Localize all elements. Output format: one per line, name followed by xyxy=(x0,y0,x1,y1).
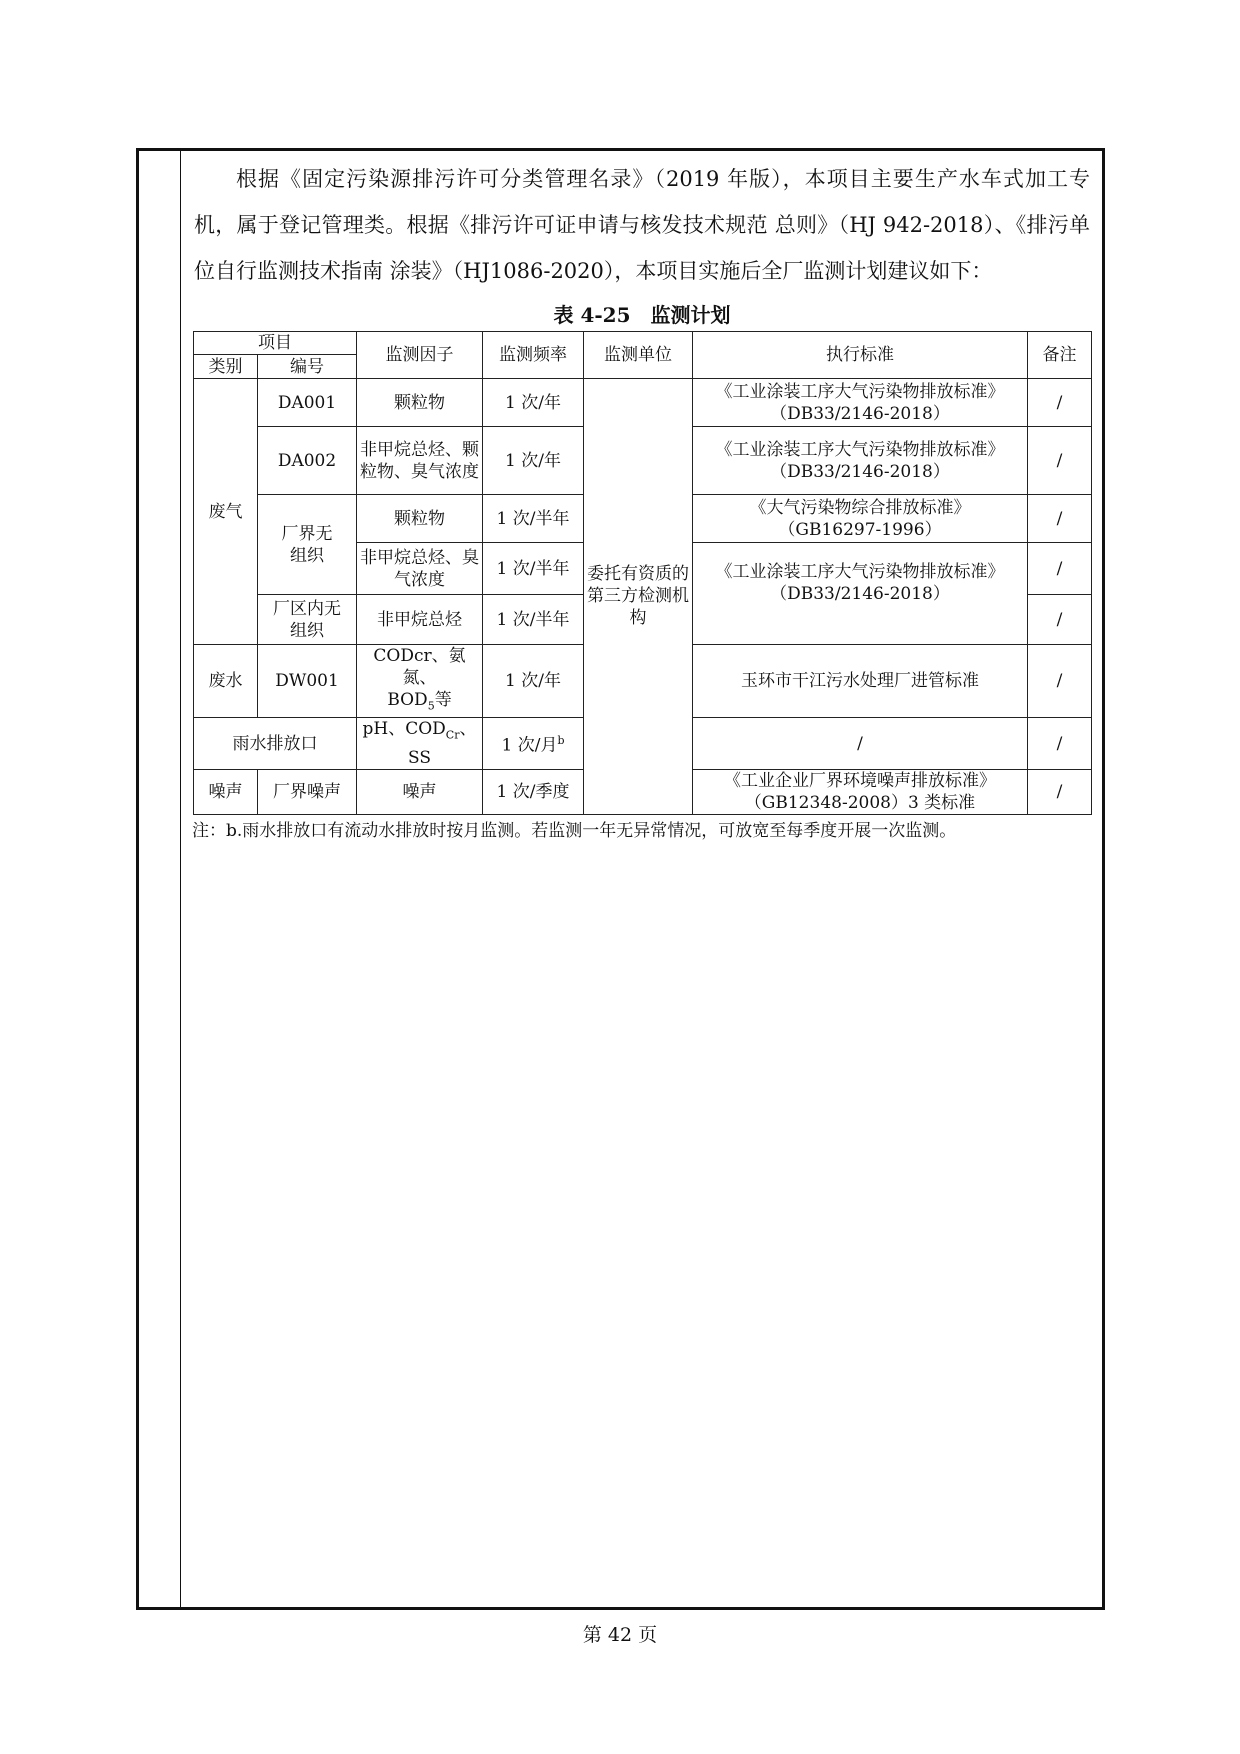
standard-line-2: （GB12348-2008）3 类标准 xyxy=(744,792,976,813)
category-waste-gas: 废气 xyxy=(194,379,258,645)
row-number: 厂界无组织 xyxy=(258,495,357,595)
row-number: DW001 xyxy=(258,645,357,718)
paragraph-text: 根据《固定污染源排污许可分类管理名录》（2019 年版），本项目主要生产水车式加工专机，属于登记管理类。根据《排污许可证申请与核发技术规范 总则》（HJ 942-2018）、《排污单位自行监测技术指南 涂装》（HJ1086-2020），本项目实施后全厂监测计划建议如下： xyxy=(194,167,1090,283)
standard-line-2: （DB33/2146-2018） xyxy=(770,584,950,604)
table-caption: 表 4-25 监测计划 xyxy=(553,303,731,327)
frame-divider xyxy=(180,148,181,1610)
row-number: DA002 xyxy=(258,427,357,495)
row-remark: / xyxy=(1028,718,1092,769)
row-frequency: 1 次/半年 xyxy=(483,543,584,595)
standard-line-1: 《工业涂装工序大气污染物排放标准》 xyxy=(715,381,1005,402)
row-frequency: 1 次/年 xyxy=(483,379,584,427)
row-frequency: 1 次/半年 xyxy=(483,495,584,543)
row-factor: 非甲烷总烃、颗粒物、臭气浓度 xyxy=(357,427,483,495)
row-factor: 颗粒物 xyxy=(357,495,483,543)
row-factor: pH、$COD_{Cr}$、SS xyxy=(357,718,483,769)
row-remark: / xyxy=(1028,495,1092,543)
row-remark: / xyxy=(1028,543,1092,595)
row-standard xyxy=(693,495,1028,543)
monitoring-plan-table xyxy=(193,331,1092,815)
row-standard: 玉环市干江污水处理厂进管标准 xyxy=(693,645,1028,718)
row-number: 厂界噪声 xyxy=(258,769,357,814)
row-factor: 颗粒物 xyxy=(357,379,483,427)
header-frequency: 监测频率 xyxy=(483,332,584,379)
category-wastewater: 废水 xyxy=(194,645,258,718)
row-standard: / xyxy=(693,718,1028,769)
standard-line-1: 《工业涂装工序大气污染物排放标准》 xyxy=(715,439,1005,460)
row-factor: 非甲烷总烃 xyxy=(357,595,483,645)
row-remark: / xyxy=(1028,769,1092,814)
standard-line-2: （DB33/2146-2018） xyxy=(770,461,950,482)
factor-line-1: CODcr、氨氮、 xyxy=(373,646,466,688)
body-paragraph xyxy=(194,156,1090,294)
factor-line-2: $BOD_5$等 xyxy=(387,690,452,713)
row-standard xyxy=(693,769,1028,814)
row-standard xyxy=(693,427,1028,495)
row-remark: / xyxy=(1028,595,1092,645)
row-number: DA001 xyxy=(258,379,357,427)
row-remark: / xyxy=(1028,427,1092,495)
row-number: 厂区内无组织 xyxy=(258,595,357,645)
header-remark: 备注 xyxy=(1028,332,1092,379)
row-remark: / xyxy=(1028,379,1092,427)
category-rain-outlet: 雨水排放口 xyxy=(194,718,357,769)
row-factor xyxy=(357,645,483,718)
row-frequency: 1 次/年 xyxy=(483,645,584,718)
table-header-row xyxy=(194,332,1092,355)
standard-line-1: 《大气污染物综合排放标准》 xyxy=(749,497,971,518)
standard-line-1: 《工业企业厂界环境噪声排放标准》 xyxy=(724,770,996,791)
header-category: 类别 xyxy=(194,355,258,379)
header-unit: 监测单位 xyxy=(584,332,693,379)
row-factor: 非甲烷总烃、臭气浓度 xyxy=(357,543,483,595)
standard-line-2: （DB33/2146-2018） xyxy=(770,403,950,424)
page-number: 第 42 页 xyxy=(582,1624,658,1646)
row-factor: 噪声 xyxy=(357,769,483,814)
standard-line-2: （GB16297-1996） xyxy=(778,519,942,540)
row-remark: / xyxy=(1028,645,1092,718)
table-row xyxy=(194,379,1092,427)
standard-line-1: 《工业涂装工序大气污染物排放标准》 xyxy=(715,562,1005,582)
monitoring-unit: 委托有资质的第三方检测机构 xyxy=(584,379,693,815)
header-item: 项目 xyxy=(194,332,357,355)
category-noise: 噪声 xyxy=(194,769,258,814)
row-standard xyxy=(693,379,1028,427)
header-number: 编号 xyxy=(258,355,357,379)
header-factor: 监测因子 xyxy=(357,332,483,379)
row-standard xyxy=(693,543,1028,645)
row-frequency: 1 次/季度 xyxy=(483,769,584,814)
row-frequency: 1 次/年 xyxy=(483,427,584,495)
table-note: 注：b.雨水排放口有流动水排放时按月监测。若监测一年无异常情况，可放宽至每季度开展一次监测。 xyxy=(192,821,957,841)
row-frequency: 1 次/月$^b$ xyxy=(483,718,584,769)
row-frequency: 1 次/半年 xyxy=(483,595,584,645)
header-standard: 执行标准 xyxy=(693,332,1028,379)
